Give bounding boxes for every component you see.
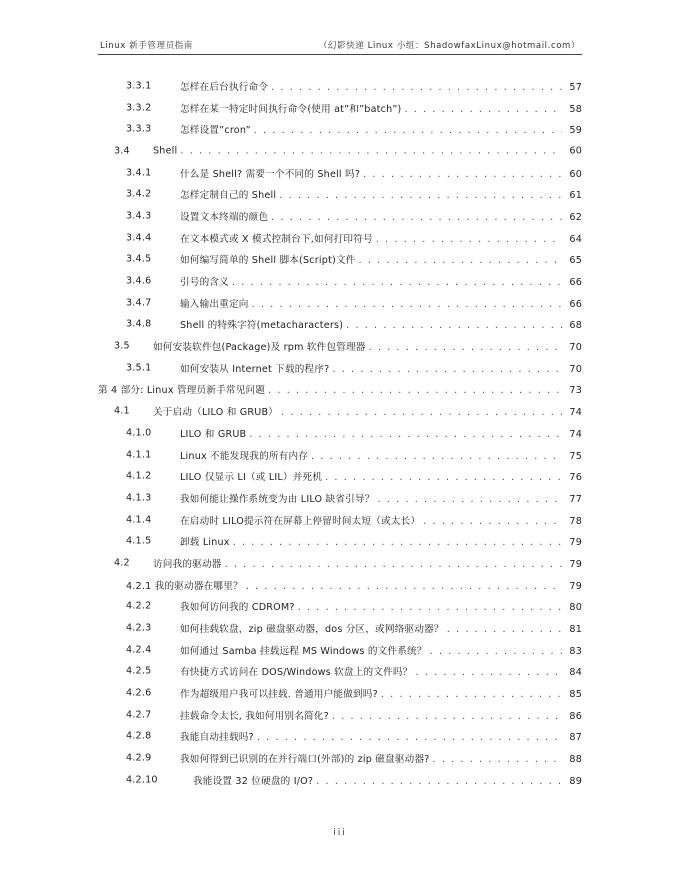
toc-entry-number: 3.4.1 [126, 167, 152, 179]
toc-entry[interactable] [98, 183, 582, 205]
toc-entry-line [180, 599, 582, 613]
table-of-contents [98, 75, 582, 791]
toc-entry-title: 如何安装软件包(Package)及 rpm 软件包管理器 [153, 342, 366, 354]
toc-entry-number: 4.1.5 [126, 535, 152, 547]
toc-dot-leader [378, 494, 562, 505]
toc-entry-number: 4.2.10 [126, 774, 158, 786]
toc-dot-leader [346, 320, 562, 331]
toc-entry-line [180, 643, 582, 657]
toc-entry[interactable] [98, 769, 582, 791]
toc-entry[interactable] [98, 487, 582, 509]
toc-entry-title: LILO 仅显示 LI（或 LIL）并死机 [180, 472, 323, 484]
toc-dot-leader [268, 385, 562, 396]
toc-entry-page: 64 [569, 233, 582, 245]
toc-entry-number: 4.1.4 [126, 514, 152, 526]
toc-entry-title: LILO 和 GRUB [180, 428, 247, 440]
toc-entry-title: 在启动时 LILO提示符在屏幕上停留时间太短（或太长） [180, 515, 421, 527]
toc-entry[interactable] [98, 726, 582, 748]
toc-entry-line [180, 361, 582, 375]
toc-dot-leader [233, 537, 562, 548]
toc-entry-page: 70 [569, 342, 582, 354]
toc-entry-page: 58 [569, 103, 582, 115]
toc-entry-line [193, 773, 582, 787]
toc-entry-number: 4.1.3 [126, 492, 152, 504]
toc-entry-title: 我能设置 32 位硬盘的 I/O? [193, 775, 314, 787]
toc-entry-page: 85 [569, 689, 582, 701]
toc-entry-line [153, 404, 582, 418]
toc-entry-title: 如何挂载软盘，zip 磁盘驱动器，dos 分区，或网络驱动器？ [180, 624, 444, 636]
toc-entry-title: 怎样在某一特定时间执行命令(使用 at”和”batch”) [180, 103, 402, 115]
toc-entry[interactable] [98, 118, 582, 140]
toc-entry-number: 3.4.3 [126, 210, 152, 222]
toc-entry-title: 输入输出重定向 [180, 298, 249, 310]
toc-dot-leader [430, 646, 562, 657]
toc-entry-title: 4.2.1 我的驱动器在哪里？ [126, 580, 243, 592]
toc-entry-page: 70 [569, 363, 582, 375]
toc-entry-page: 65 [569, 255, 582, 267]
toc-entry-line [180, 448, 582, 462]
toc-dot-leader [281, 407, 562, 418]
toc-entry-line [180, 751, 582, 765]
toc-entry-number: 3.4.7 [126, 297, 152, 309]
toc-entry-number: 4.2 [114, 557, 130, 569]
toc-entry-title: 卸载 Linux [180, 537, 230, 549]
toc-dot-leader [232, 277, 562, 288]
toc-entry-number: 4.1 [114, 405, 130, 417]
toc-entry-number: 3.4.6 [126, 275, 152, 287]
toc-entry-number: 4.2.4 [126, 644, 152, 656]
toc-entry-page: 60 [569, 168, 582, 180]
toc-entry[interactable] [98, 357, 582, 379]
toc-entry-line [180, 252, 582, 266]
toc-dot-leader [447, 624, 562, 635]
toc-entry-page: 74 [569, 407, 582, 419]
toc-entry-line [153, 145, 582, 156]
toc-entry-line [180, 274, 582, 288]
toc-entry-title: 什么是 Shell? 需要一个不同的 Shell 吗? [180, 168, 361, 180]
toc-dot-leader [298, 602, 562, 613]
toc-entry-page: 60 [569, 145, 582, 157]
toc-dot-leader [404, 104, 562, 115]
toc-entry-number: 3.4.2 [126, 188, 152, 200]
toc-entry-title: Shell [153, 145, 178, 157]
toc-entry[interactable] [98, 227, 582, 249]
toc-entry-page: 77 [569, 493, 582, 505]
toc-entry-number: 3.5 [114, 340, 130, 352]
toc-entry[interactable] [98, 205, 582, 227]
page-number: iii [333, 828, 347, 838]
toc-entry-number: 4.1.2 [126, 470, 152, 482]
toc-dot-leader [252, 299, 562, 310]
toc-entry-page: 84 [569, 667, 582, 679]
toc-entry-line [180, 101, 582, 115]
toc-entry[interactable] [98, 75, 582, 97]
toc-entry[interactable] [98, 249, 582, 271]
toc-entry-number: 3.5.1 [126, 362, 152, 374]
toc-entry[interactable] [98, 444, 582, 466]
toc-entry-number: 3.3.2 [126, 102, 152, 114]
toc-entry[interactable] [98, 314, 582, 336]
toc-entry[interactable] [98, 596, 582, 618]
header-book-title: Linux 新手管理员指南 [100, 41, 193, 51]
toc-entry-title: 我如何得到已识别的在并行端口(外部)的 zip 磁盘驱动器? [180, 754, 430, 766]
toc-entry-page: 88 [569, 754, 582, 766]
toc-dot-leader [359, 255, 562, 266]
toc-dot-leader [363, 169, 562, 180]
toc-dot-leader [376, 234, 562, 245]
toc-entry-number: 3.4.5 [126, 253, 152, 265]
toc-dot-leader [369, 342, 562, 353]
toc-entry[interactable] [98, 704, 582, 726]
toc-entry-page: 66 [569, 298, 582, 310]
toc-dot-leader [249, 429, 562, 440]
toc-entry[interactable] [98, 400, 582, 422]
toc-entry-title: 怎样定制自己的 Shell [180, 190, 277, 202]
toc-entry-number: 4.2.8 [126, 730, 152, 742]
toc-entry-page: 79 [569, 558, 582, 570]
toc-entry-title: 怎样设置”cron” [180, 125, 251, 137]
toc-entry[interactable] [98, 682, 582, 704]
toc-entry-line [153, 339, 582, 353]
toc-entry-line [180, 708, 582, 722]
toc-entry-title: 我如何能让操作系统变为由 LILO 缺省引导？ [180, 493, 375, 505]
toc-dot-leader [433, 754, 562, 765]
toc-entry-page: 61 [569, 190, 582, 202]
toc-entry-title: 如何通过 Samba 挂载远程 MS Windows 的文件系统？ [180, 645, 427, 657]
toc-entry-page: 75 [569, 450, 582, 462]
toc-dot-leader [332, 364, 562, 375]
toc-entry-line [180, 317, 582, 331]
toc-entry-title: 引号的含义 [180, 277, 229, 289]
toc-entry-line [153, 556, 582, 570]
toc-entry-page: 80 [569, 602, 582, 614]
page-header [98, 36, 582, 55]
toc-entry[interactable] [98, 335, 582, 357]
toc-entry[interactable] [98, 422, 582, 444]
toc-entry-page: 79 [569, 580, 582, 592]
toc-entry-number: 3.4.8 [126, 318, 152, 330]
toc-entry-number: 3.3.1 [126, 80, 152, 92]
toc-dot-leader [416, 667, 563, 678]
toc-entry[interactable] [98, 97, 582, 119]
toc-entry-title: 设置文本终端的颜色 [180, 211, 269, 223]
toc-entry-page: 74 [569, 428, 582, 440]
toc-entry[interactable] [98, 617, 582, 639]
toc-entry-page: 76 [569, 472, 582, 484]
toc-dot-leader [271, 82, 562, 93]
toc-entry-title: 如何编写简单的 Shell 脚本(Script)文件 [180, 255, 356, 267]
toc-entry-line [180, 122, 582, 136]
toc-entry-line [180, 664, 582, 678]
toc-entry-line [180, 513, 582, 527]
toc-entry-line [180, 686, 582, 700]
toc-dot-leader [381, 689, 562, 700]
toc-entry-number: 3.4 [114, 145, 130, 157]
toc-entry-title: 怎样在后台执行命令 [180, 81, 269, 93]
toc-entry[interactable] [98, 379, 582, 401]
toc-entry-title: 我能自动挂载吗? [180, 732, 254, 744]
toc-entry-number: 4.2.5 [126, 665, 152, 677]
toc-dot-leader [325, 472, 562, 483]
toc-entry-title: 第 4 部分: Linux 管理员新手常见问题 [98, 385, 266, 397]
toc-entry-title: 作为超级用户我可以挂载. 普通用户能做到吗? [180, 689, 378, 701]
toc-entry-page: 59 [569, 125, 582, 137]
toc-entry-title: 访问我的驱动器 [153, 558, 222, 570]
toc-entry[interactable] [98, 530, 582, 552]
toc-entry-line [180, 491, 582, 505]
toc-dot-leader [316, 776, 562, 787]
toc-entry[interactable] [98, 747, 582, 769]
toc-entry-title: 在文本模式或 X 模式控制台下,如何打印符号 [180, 233, 373, 245]
toc-entry-line [180, 729, 582, 743]
toc-entry-line [180, 231, 582, 245]
toc-entry-page: 57 [569, 81, 582, 93]
toc-dot-leader [246, 581, 562, 592]
toc-entry[interactable] [98, 162, 582, 184]
toc-dot-leader [257, 732, 562, 743]
toc-dot-leader [332, 711, 562, 722]
toc-entry-page: 78 [569, 515, 582, 527]
toc-entry[interactable] [98, 661, 582, 683]
toc-entry-number: 4.1.1 [126, 449, 152, 461]
toc-entry[interactable] [98, 574, 582, 596]
toc-dot-leader [225, 559, 562, 570]
toc-entry-line [98, 382, 582, 396]
toc-entry-page: 66 [569, 277, 582, 289]
toc-entry[interactable] [98, 465, 582, 487]
toc-entry[interactable] [98, 509, 582, 531]
toc-entry-line [180, 166, 582, 180]
toc-entry-page: 83 [569, 645, 582, 657]
toc-entry-title: Shell 的特殊字符(metacharacters) [180, 320, 344, 332]
toc-entry-page: 79 [569, 537, 582, 549]
toc-entry-number: 3.4.4 [126, 232, 152, 244]
toc-entry[interactable] [98, 552, 582, 574]
toc-entry-page: 68 [569, 320, 582, 332]
toc-entry-page: 62 [569, 211, 582, 223]
header-author-contact: （幻影快递 Linux 小组：ShadowfaxLinux@hotmail.com） [318, 41, 580, 51]
toc-entry-page: 73 [569, 385, 582, 397]
toc-entry-line [180, 426, 582, 440]
toc-entry-number: 4.1.0 [126, 427, 152, 439]
toc-entry-title: 如何安装从 Internet 下载的程序? [180, 363, 330, 375]
toc-dot-leader [279, 190, 562, 201]
toc-entry[interactable] [98, 140, 582, 162]
toc-entry[interactable] [98, 639, 582, 661]
toc-entry-line [180, 79, 582, 93]
toc-entry-line [180, 621, 582, 635]
toc-entry-title: 有快捷方式访问在 DOS/Windows 软盘上的文件吗？ [180, 667, 413, 679]
toc-entry-line [180, 469, 582, 483]
toc-entry-title: 关于启动（LILO 和 GRUB） [153, 407, 279, 419]
toc-entry-page: 86 [569, 710, 582, 722]
toc-entry-number: 4.2.3 [126, 622, 152, 634]
toc-entry-line [180, 296, 582, 310]
toc-entry-number: 4.2.2 [126, 600, 152, 612]
toc-entry-line [126, 578, 582, 592]
toc-dot-leader [254, 125, 562, 136]
toc-entry-page: 89 [569, 775, 582, 787]
toc-dot-leader [180, 145, 562, 156]
toc-entry-title: Linux 不能发现我的所有内存 [180, 450, 309, 462]
toc-dot-leader [311, 451, 562, 462]
toc-entry-number: 4.2.9 [126, 752, 152, 764]
toc-entry-page: 87 [569, 732, 582, 744]
toc-entry-line [180, 209, 582, 223]
toc-dot-leader [423, 516, 562, 527]
toc-entry-title: 挂载命令太长, 我如何用别名简化? [180, 710, 329, 722]
toc-entry[interactable] [98, 270, 582, 292]
toc-entry-line [180, 534, 582, 548]
toc-entry-number: 4.2.7 [126, 709, 152, 721]
toc-dot-leader [271, 212, 562, 223]
toc-entry-number: 3.3.3 [126, 123, 152, 135]
toc-entry-number: 4.2.6 [126, 687, 152, 699]
toc-entry-title: 我如何访问我的 CDROM? [180, 602, 295, 614]
toc-entry[interactable] [98, 292, 582, 314]
toc-entry-page: 81 [569, 624, 582, 636]
toc-entry-line [180, 187, 582, 201]
